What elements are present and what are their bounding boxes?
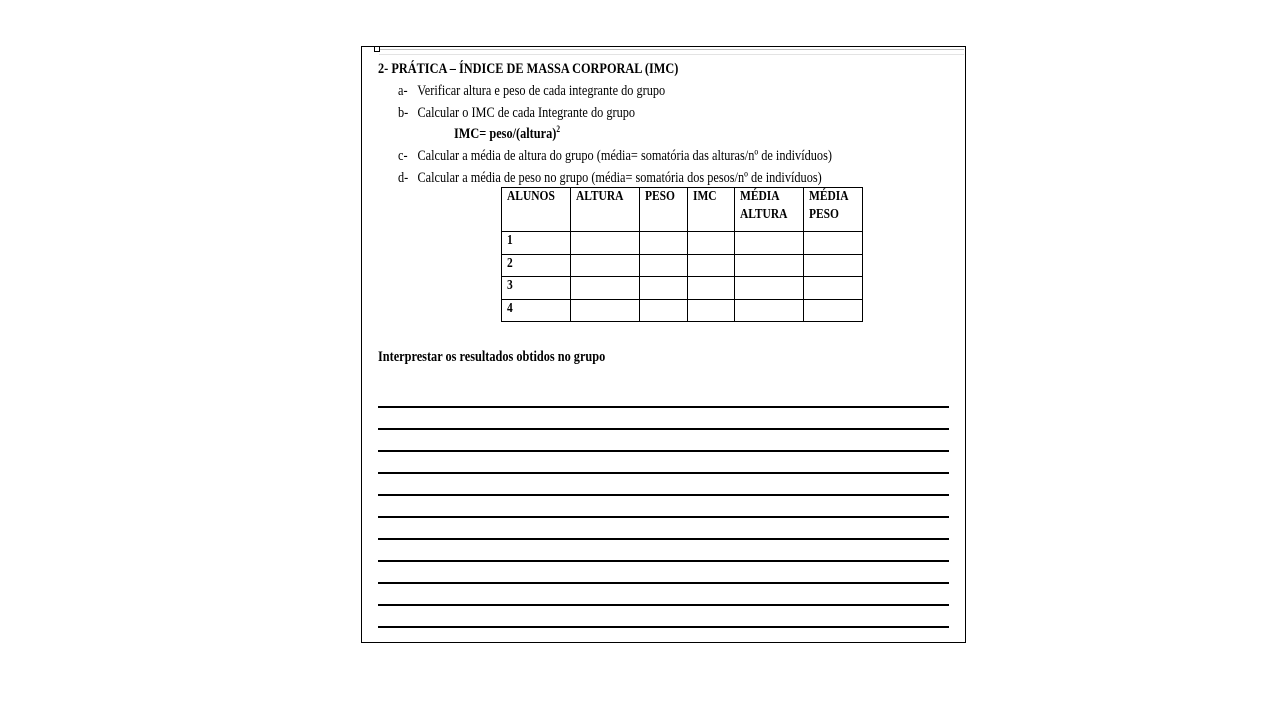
- peso-cell[interactable]: [640, 255, 688, 277]
- altura-cell[interactable]: [571, 232, 640, 255]
- media-altura-cell[interactable]: [734, 232, 803, 255]
- step-text: Verificar altura e peso de cada integrante do grupo: [417, 83, 666, 99]
- row-number: 2: [502, 255, 571, 277]
- altura-cell[interactable]: [571, 277, 640, 300]
- row-number: 3: [502, 277, 571, 300]
- row-number: 1: [502, 232, 571, 255]
- formula-text: IMC= peso/(altura): [454, 126, 557, 142]
- answer-line[interactable]: [378, 430, 949, 452]
- media-altura-cell[interactable]: [734, 255, 803, 277]
- answer-line[interactable]: [378, 496, 949, 518]
- answer-line[interactable]: [378, 452, 949, 474]
- answer-line[interactable]: [378, 518, 949, 540]
- worksheet-frame: [361, 46, 966, 643]
- answer-lines: [378, 386, 949, 628]
- header-imc: IMC: [687, 188, 734, 232]
- imc-cell[interactable]: [687, 232, 734, 255]
- table-row: [502, 277, 863, 300]
- section-number: 2-: [378, 61, 389, 77]
- step-a: [398, 82, 665, 100]
- media-peso-cell[interactable]: [803, 232, 862, 255]
- header-peso: PESO: [640, 188, 688, 232]
- step-marker: c-: [398, 148, 408, 164]
- answer-line[interactable]: [378, 606, 949, 628]
- media-peso-cell[interactable]: [803, 277, 862, 300]
- imc-formula: [454, 125, 560, 143]
- step-b: [398, 104, 635, 122]
- media-altura-cell[interactable]: [734, 277, 803, 300]
- resize-handle-icon[interactable]: [374, 46, 380, 52]
- altura-cell[interactable]: [571, 300, 640, 322]
- interpret-label: Interprestar os resultados obtidos no grupo: [378, 349, 606, 365]
- peso-cell[interactable]: [640, 277, 688, 300]
- formula-exponent: 2: [556, 124, 561, 134]
- header-alunos: ALUNOS: [502, 188, 571, 232]
- results-table: [501, 187, 863, 322]
- step-d: [398, 169, 822, 187]
- header-media-altura: MÉDIA ALTURA: [734, 188, 803, 232]
- step-text: Calcular a média de peso no grupo (média= somatória dos pesos/nº de indivíduos): [417, 170, 822, 186]
- peso-cell[interactable]: [640, 232, 688, 255]
- media-altura-cell[interactable]: [734, 300, 803, 322]
- answer-line[interactable]: [378, 540, 949, 562]
- step-marker: b-: [398, 105, 409, 121]
- answer-line[interactable]: [378, 408, 949, 430]
- peso-cell[interactable]: [640, 300, 688, 322]
- table-row: [502, 232, 863, 255]
- header-media-peso: MÉDIA PESO: [803, 188, 862, 232]
- top-border-bar: [379, 49, 964, 55]
- table-row: [502, 255, 863, 277]
- step-text: Calcular o IMC de cada Integrante do grupo: [417, 105, 636, 121]
- answer-line[interactable]: [378, 386, 949, 408]
- imc-cell[interactable]: [687, 300, 734, 322]
- altura-cell[interactable]: [571, 255, 640, 277]
- imc-cell[interactable]: [687, 255, 734, 277]
- step-marker: d-: [398, 170, 409, 186]
- media-peso-cell[interactable]: [803, 255, 862, 277]
- row-number: 4: [502, 300, 571, 322]
- step-c: [398, 147, 832, 165]
- answer-line[interactable]: [378, 584, 949, 606]
- table-row: [502, 300, 863, 322]
- imc-cell[interactable]: [687, 277, 734, 300]
- step-marker: a-: [398, 83, 408, 99]
- answer-line[interactable]: [378, 562, 949, 584]
- table-header-row: [502, 188, 863, 232]
- section-title: PRÁTICA – ÍNDICE DE MASSA CORPORAL (IMC): [391, 61, 679, 77]
- header-altura: ALTURA: [571, 188, 640, 232]
- step-text: Calcular a média de altura do grupo (média= somatória das alturas/nº de indivíduos): [417, 148, 832, 164]
- answer-line[interactable]: [378, 474, 949, 496]
- media-peso-cell[interactable]: [803, 300, 862, 322]
- section-heading: [378, 60, 678, 78]
